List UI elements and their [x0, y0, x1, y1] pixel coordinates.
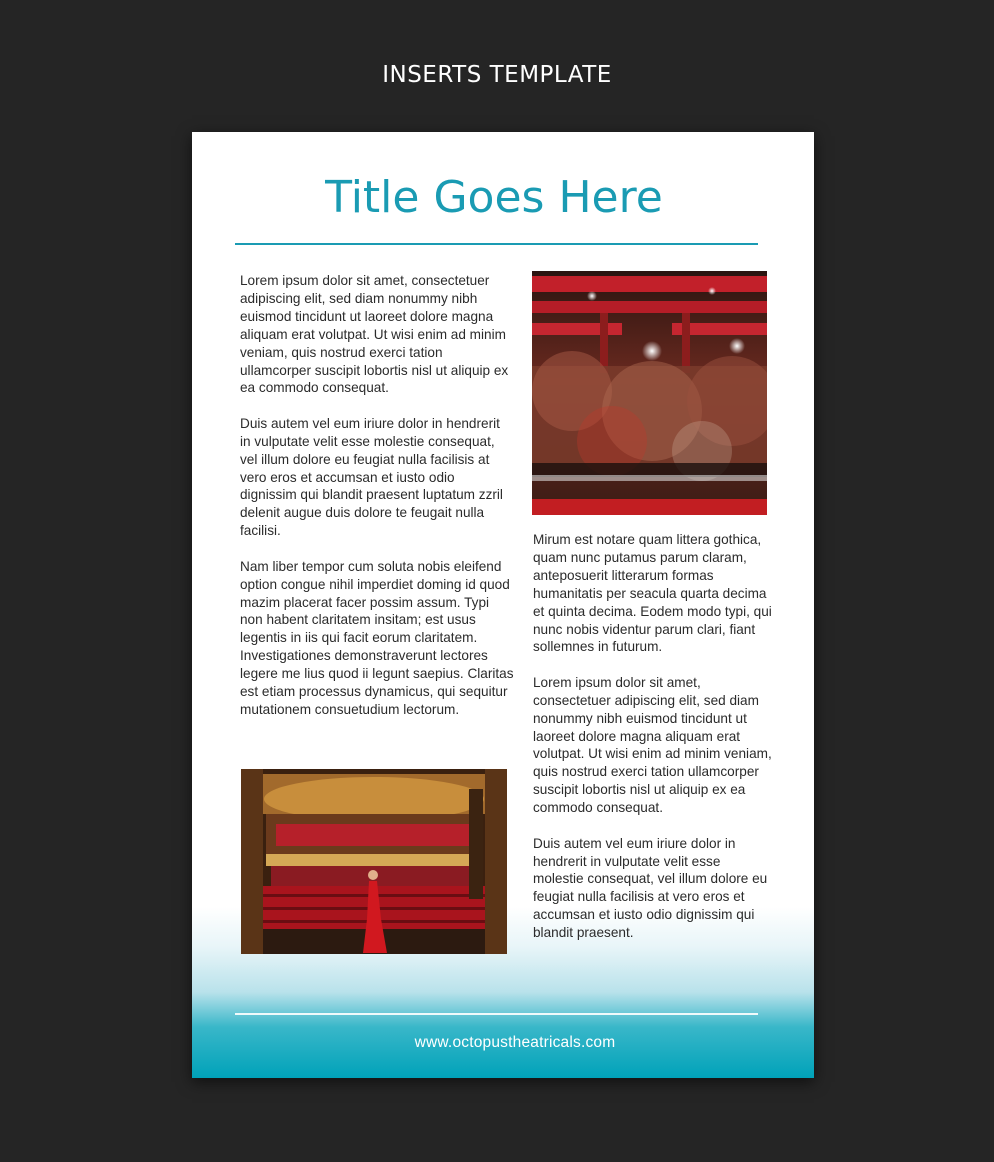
insert-page: [192, 132, 814, 1078]
body-paragraph: Lorem ipsum dolor sit amet, consectetuer adipiscing elit, sed diam nonummy nibh euismod tincidunt ut laoreet dolore magna aliquam erat volutpat. Ut wisi enim ad minim veniam, quis nostrud exerci tation ullamcorper suscipit lobortis nisl ut aliquip ex ea commodo consequat.: [240, 273, 509, 396]
title-divider: [235, 243, 758, 245]
body-paragraph: Lorem ipsum dolor sit amet, consectetuer adipiscing elit, sed diam nonummy nibh euismod tincidunt ut laoreet dolore magna aliquam erat volutpat. Ut wisi enim ad minim veniam, quis nostrud exerci tation ullamcorper suscipit lobortis nisl ut aliquip ex ea commodo consequat.: [533, 674, 772, 816]
page-title: Title Goes Here: [325, 172, 663, 223]
body-paragraph: Mirum est notare quam littera gothica, quam nunc putamus parum claram, anteposuerit litterarum formas humanitatis per seacula quarta decima et quinta decima. Eodem modo typi, qui nunc nobis videntur parum clari, fiant sollemnes in futurum.: [533, 532, 772, 655]
right-column: [533, 531, 773, 960]
body-paragraph: Duis autem vel eum iriure dolor in hendrerit in vulputate velit esse molestie consequat, vel illum dolore eu feugiat nulla facilisis at vero eros et accumsan et iusto odio dignissim qui blandit praesent.: [533, 835, 768, 941]
left-column: [240, 272, 514, 736]
theatre-audience-photo: [532, 271, 767, 515]
website-url: www.octopustheatricals.com: [414, 1034, 616, 1051]
template-heading: INSERTS TEMPLATE: [382, 62, 612, 88]
body-paragraph: Nam liber tempor cum soluta nobis eleifend option congue nihil imperdiet doming id quod mazim placerat facer possim assum. Typi non habent claritatem insitam; est usus legentis in iis qui facit eorum claritatem. Investigationes demonstraverunt lectores legere me lius quod ii legunt saepius. Claritas est etiam processus dynamicus, qui sequitur mutationem consuetudium lectorum.: [240, 558, 514, 717]
body-paragraph: Duis autem vel eum iriure dolor in hendrerit in vulputate velit esse molestie consequat, vel illum dolore eu feugiat nulla facilisis at vero eros et accumsan et iusto odio dignissim qui blandit praesent luptatum zzril delenit augue duis dolore te feugait nulla facilisi.: [240, 415, 503, 539]
footer-divider: [235, 1013, 758, 1015]
theatre-stage-performer-photo: [241, 769, 507, 954]
